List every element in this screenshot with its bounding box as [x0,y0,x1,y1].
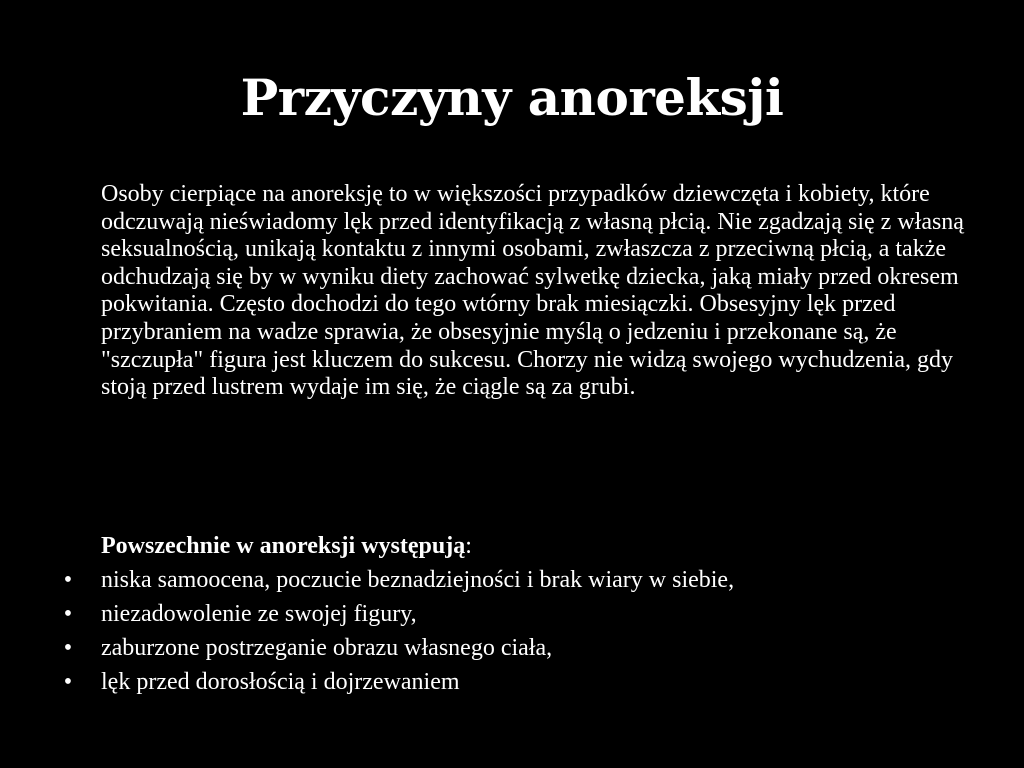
bullet-icon: • [63,601,73,627]
list-item-text: zaburzone postrzeganie obrazu własnego ciała, [101,635,553,661]
list-item-text: niska samoocena, poczucie beznadziejności i brak wiary w siebie, [101,567,735,593]
symptoms-heading-label: Powszechnie w anoreksji występują [101,533,466,559]
bullet-icon: • [63,567,73,593]
list-item [0,665,1024,699]
list-item [0,563,1024,597]
bullet-icon: • [63,669,73,695]
body-paragraph: Osoby cierpiące na anoreksję to w większości przypadków dziewczęta i kobiety, które odczuwają nieświadomy lęk przed identyfikacją z własną płcią. Nie zgadzają się z własną seksualnością, unikają kontaktu z innymi osobami, zwłaszcza z przeciwną płcią, a także odchudzają się by w wyniku diety zachować sylwetkę dziecka, jaką miały przed okresem pokwitania. Często dochodzi do tego wtórny brak miesiączki. Obsesyjny lęk przed przybraniem na wadze sprawia, że obsesyjnie myślą o jedzeniu i przekonane są, że "szczupła" figura jest kluczem do sukcesu. Chorzy nie widzą swojego wychudzenia, gdy stoją przed lustrem wydaje im się, że ciągle są za grubi. [101,181,964,401]
list-item [0,631,1024,665]
bullet-icon: • [63,635,73,661]
list-item-text: niezadowolenie ze swojej figury, [101,601,417,627]
list-item-text: lęk przed dorosłością i dojrzewaniem [101,669,460,695]
slide-title: Przyczyny anoreksji [240,68,784,127]
symptoms-heading-colon: : [465,533,472,559]
list-item [0,597,1024,631]
symptoms-heading [101,529,981,563]
symptoms-list [0,563,1024,699]
